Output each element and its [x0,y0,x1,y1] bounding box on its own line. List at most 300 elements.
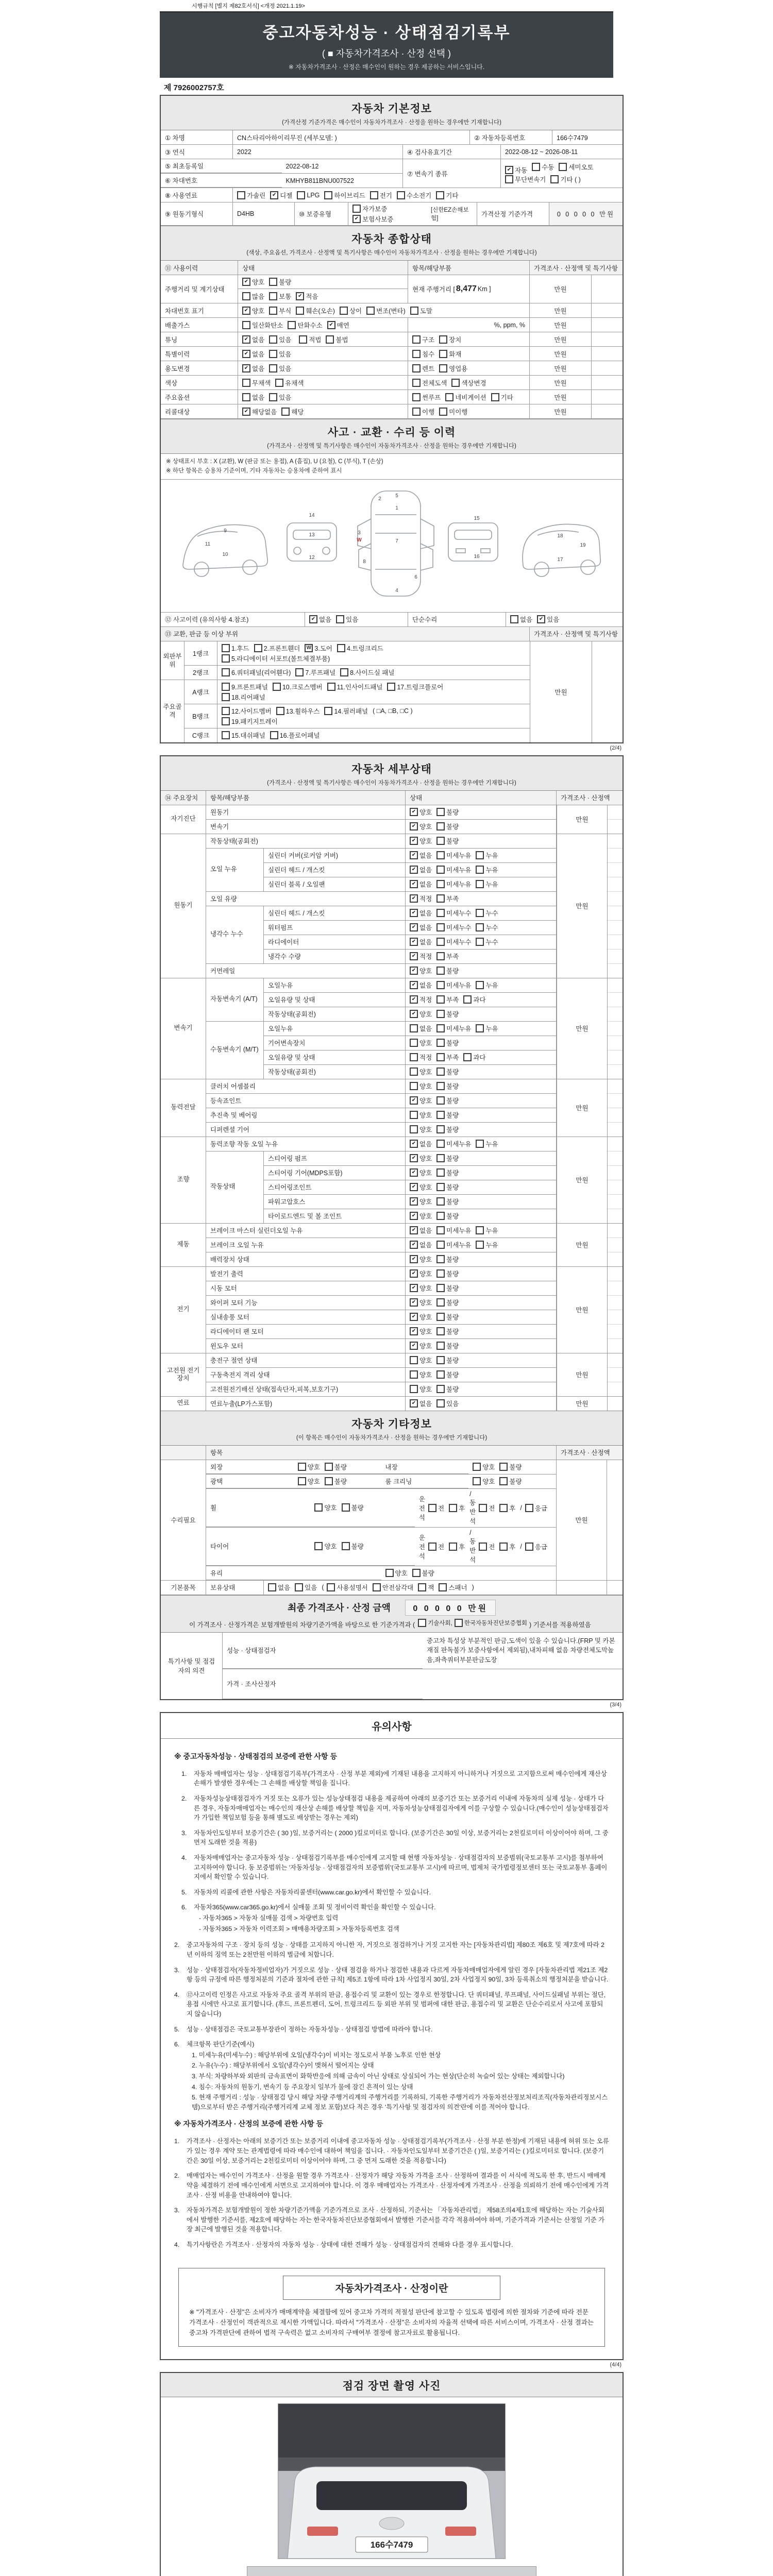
checkbox-label: 17.트렁크플로어 [397,683,444,691]
checkbox-icon [412,364,421,372]
checkbox[interactable] [222,731,265,740]
checkbox[interactable] [436,1269,459,1278]
checkbox[interactable] [473,1477,495,1486]
checkbox[interactable] [412,1568,434,1578]
checkbox-label: 부식 [279,307,292,315]
checkbox[interactable] [387,682,443,691]
checkbox[interactable] [299,335,321,344]
checkbox[interactable] [436,1038,459,1047]
checkbox[interactable] [410,1283,432,1293]
checkbox[interactable] [436,1110,459,1120]
checkbox[interactable] [410,952,432,961]
checkbox[interactable] [412,335,434,344]
table-row [161,130,623,145]
checkbox[interactable] [410,1341,432,1350]
checkbox-label: 불량 [446,1343,459,1350]
checkbox[interactable] [436,1168,459,1177]
table-row [161,332,623,347]
checkbox[interactable] [352,214,393,224]
checkbox-icon [336,615,344,623]
checkbox[interactable] [270,731,320,740]
section-basic-overall-accident [160,95,624,743]
checkbox[interactable] [436,995,459,1004]
checkbox[interactable] [476,1024,498,1033]
checkbox[interactable] [499,1477,522,1486]
note-cell [608,1310,623,1325]
checkbox[interactable] [269,277,291,286]
note-cell [608,1353,623,1368]
checkbox[interactable] [410,306,432,315]
checkbox[interactable] [410,1038,432,1047]
checkbox[interactable] [436,1139,471,1148]
checkbox-label: 1.후드 [231,645,249,652]
checkbox[interactable] [410,1269,432,1278]
checkbox[interactable] [476,1139,498,1148]
checkbox[interactable] [242,277,264,286]
checkbox[interactable] [222,706,272,716]
checkbox[interactable] [473,1462,495,1471]
checkbox[interactable] [288,320,322,330]
checkbox[interactable] [410,1312,432,1321]
checkbox-icon [410,1125,418,1133]
checkbox[interactable] [366,306,406,315]
checkbox[interactable] [242,407,277,416]
checkbox[interactable] [297,191,320,199]
checkbox[interactable] [476,1240,498,1249]
checkbox-label: 없음 [520,616,533,624]
checkbox[interactable] [373,1583,413,1592]
note-cell [608,1079,623,1094]
checkbox[interactable] [410,822,432,831]
price-appraisal-title: 자동차가격조사 · 산정이란 [283,2276,500,2300]
checkbox[interactable] [410,1154,432,1163]
checkbox[interactable] [436,1327,459,1336]
checkbox-label: 상이 [349,307,362,315]
checkbox[interactable] [410,865,432,874]
checkbox[interactable] [436,1312,459,1321]
checkbox-icon [436,1241,445,1249]
checkbox[interactable] [410,1255,432,1264]
checkbox[interactable] [436,1197,459,1206]
note-cell [608,1137,623,1151]
checkbox[interactable] [410,995,432,1004]
checkbox[interactable] [476,923,498,932]
checkbox[interactable] [276,706,320,716]
checkbox[interactable] [298,1477,320,1486]
rank-groups [161,641,530,742]
note-cell [592,318,623,332]
checkbox[interactable] [298,1462,320,1471]
checkbox[interactable] [410,836,432,845]
checkbox-label: 보통 [279,293,292,300]
note-cell [608,1036,623,1050]
form-rule-line: 시행규칙 [별지 제82호서식] <개정 2021.1.19> [192,3,305,9]
checkbox[interactable] [436,1182,459,1192]
checkbox[interactable] [295,1583,317,1592]
checkbox[interactable] [314,1503,337,1512]
checkbox-label: 불량 [446,1112,459,1120]
checkbox[interactable] [370,191,392,200]
checkbox[interactable] [476,865,498,874]
checkbox[interactable] [242,364,264,373]
note-cell [608,935,623,950]
rank-row [184,728,530,742]
checkbox-label: 잭 [428,1584,434,1592]
checkbox[interactable] [296,292,318,301]
note-cell [608,1382,623,1396]
checkbox[interactable] [237,191,265,200]
checkbox-label: 미세누수 [446,924,472,932]
checkbox[interactable] [410,937,432,946]
checkbox[interactable] [295,668,335,677]
checkbox[interactable] [242,320,283,330]
checkbox-label: 후 [459,1543,465,1551]
checkbox-label: 불량 [446,1314,459,1321]
checkbox[interactable] [525,1542,547,1551]
checkbox-label: 없음 [252,336,265,344]
checkbox[interactable] [242,378,271,387]
checkbox-icon [299,335,307,344]
checkbox[interactable] [222,643,249,653]
checkbox[interactable] [410,1240,432,1249]
checkbox[interactable] [410,879,432,889]
checkbox[interactable] [410,1399,432,1408]
etc-col-item: 항목 [206,1446,557,1460]
checkbox[interactable] [479,1542,495,1551]
repair-label: 수리필요 [161,1460,206,1580]
checkbox[interactable] [269,349,291,359]
checkbox[interactable] [436,1081,459,1091]
checkbox[interactable] [436,1226,471,1235]
checkbox[interactable] [410,851,432,860]
checkbox[interactable] [436,1125,459,1134]
checkbox[interactable] [436,1283,459,1293]
checkbox[interactable] [325,1462,347,1471]
notice-title: 유의사항 [161,1713,623,1739]
checkbox[interactable] [385,1568,408,1578]
checkbox[interactable] [532,162,554,172]
checkbox[interactable] [326,335,348,344]
checkbox[interactable] [410,1053,432,1062]
checkbox[interactable] [449,1503,465,1513]
checkbox[interactable] [436,865,471,874]
mileage-label: 주행거리 및 계기상태 [161,275,238,303]
checkbox[interactable] [268,1583,290,1592]
checkbox[interactable] [505,165,527,175]
checkbox[interactable] [428,1542,444,1551]
checkbox[interactable] [436,1384,459,1394]
checkbox[interactable] [412,393,441,402]
checked-checkbox-icon: ✔ [410,894,418,903]
note-cell [608,1238,623,1252]
checkbox[interactable] [342,1541,364,1551]
checkbox-icon [276,707,284,715]
checkbox[interactable] [222,654,330,663]
checkbox[interactable] [336,615,358,624]
checkbox[interactable] [410,1197,432,1206]
checkbox[interactable] [412,364,434,373]
checked-checkbox-icon: ✔ [410,1197,418,1206]
checkbox[interactable] [410,1168,432,1177]
checkbox[interactable] [309,615,331,624]
checkbox-label: 양호 [419,1069,432,1076]
checkbox[interactable] [410,1226,432,1235]
checkbox[interactable] [222,668,291,677]
checkbox[interactable] [270,191,292,200]
checkbox[interactable] [327,1583,367,1592]
checkbox-icon [370,191,378,199]
checkbox[interactable] [242,393,264,402]
checkbox[interactable] [337,643,383,653]
checkbox[interactable] [418,1619,452,1627]
checkbox[interactable] [410,1125,432,1134]
checkbox[interactable] [269,335,291,344]
document-header-note: ※ 자동차가격조사 · 산정은 매수인이 원하는 경우 제공하는 서비스입니다. [288,63,485,71]
note-cell [608,1007,623,1022]
checkbox[interactable] [269,364,291,373]
checkbox[interactable] [436,191,458,200]
checkbox[interactable] [479,1503,495,1513]
checkbox[interactable] [397,191,431,200]
svg-text:1: 1 [395,505,398,511]
checkbox[interactable] [436,1009,459,1019]
checkbox[interactable] [324,191,365,200]
checkbox-label: 불량 [446,1213,459,1221]
checked-checkbox-icon: ✔ [270,191,278,199]
checkbox[interactable] [505,175,546,184]
checkbox[interactable] [476,937,498,946]
checkbox[interactable] [273,682,323,691]
checkbox[interactable] [269,292,291,301]
opinion-rows [223,1633,623,1699]
checkbox[interactable] [410,1110,432,1120]
checkbox[interactable] [410,1067,432,1076]
checkbox[interactable] [324,706,368,716]
checkbox[interactable] [305,643,332,653]
svg-text:7: 7 [395,538,398,544]
checkbox-label: 양호 [419,1328,432,1336]
checkbox[interactable] [410,1355,432,1365]
checkbox[interactable] [410,923,432,932]
checkbox[interactable] [410,894,432,903]
checkbox[interactable] [436,1255,459,1264]
checkbox[interactable] [436,1154,459,1163]
checkbox[interactable] [499,1503,515,1513]
checkbox[interactable] [476,980,498,990]
checkbox[interactable] [242,335,264,344]
checkbox[interactable] [463,995,485,1004]
checkbox[interactable] [439,407,467,416]
checkbox[interactable] [418,1583,434,1592]
checkbox[interactable] [525,1503,547,1513]
checkbox[interactable] [254,643,300,653]
checkbox[interactable] [436,822,459,831]
inline-text: 운전석 [418,1495,425,1521]
warranty-label: ⑩ 보증유형 [295,202,348,225]
checkbox-label: 불량 [446,823,459,831]
detail-row: 동력조향 작동 오일 누유 ✔ 없음 미세누유 누유 [206,1137,557,1151]
checkbox[interactable] [476,908,498,918]
checkbox[interactable] [439,364,467,373]
checkbox[interactable] [451,378,486,387]
checkbox[interactable] [436,937,471,946]
checkbox-label: 많음 [252,293,265,300]
checkbox[interactable] [436,952,459,961]
svg-text:6: 6 [414,574,417,580]
checkbox[interactable] [325,1477,347,1486]
checkbox[interactable] [410,1182,432,1192]
checkbox[interactable] [436,923,471,932]
checkbox[interactable] [410,1384,432,1394]
checkbox[interactable] [455,1619,527,1627]
checkbox[interactable] [222,692,265,702]
checkbox[interactable] [436,1096,459,1105]
checkbox[interactable] [296,306,335,315]
checkbox-icon [436,1039,445,1047]
checkbox-label: 전 [438,1543,445,1551]
checkbox[interactable] [436,966,459,975]
checkbox-icon [436,1342,445,1350]
checkbox[interactable] [439,335,461,344]
checkbox[interactable] [436,1355,459,1365]
warranty-insurer: [신한EZ손해보험] [431,207,469,222]
checkbox[interactable] [445,393,486,402]
checkbox[interactable] [550,175,580,184]
note-cell [608,1325,623,1339]
checkbox[interactable] [499,1462,522,1471]
checkbox[interactable] [410,1081,432,1091]
checkbox[interactable] [510,615,532,624]
checkbox-icon [387,683,395,691]
checkbox[interactable] [436,851,471,860]
checkbox[interactable] [428,1503,444,1513]
checkbox[interactable] [476,879,498,889]
checked-checkbox-icon: ✔ [410,1269,418,1278]
checkbox[interactable] [436,1067,459,1076]
photos-title: 점검 장면 촬영 사진 [342,2380,441,2392]
checkbox[interactable] [410,1327,432,1336]
detail-row: 발전기 출력 ✔ 양호 불량 [206,1267,557,1281]
checkbox[interactable] [410,980,432,990]
checkbox[interactable] [436,1370,459,1379]
checkbox[interactable] [410,1139,432,1148]
checkbox-label: 불량 [446,1184,459,1192]
checkbox[interactable] [412,407,434,416]
price-cell: 만원 [557,1353,608,1396]
checkbox[interactable] [340,668,394,677]
checkbox[interactable] [436,1341,459,1350]
checkbox-label: 양호 [419,1155,432,1163]
checkbox[interactable] [410,807,432,817]
checkbox[interactable] [352,204,387,213]
checkbox[interactable] [436,836,459,845]
checkbox[interactable] [410,966,432,975]
checkbox-icon [314,1503,323,1512]
checkbox[interactable] [314,1541,337,1551]
checkbox[interactable] [410,1211,432,1221]
checkbox-label: 네비게이션 [455,394,486,401]
price-cell: 만원 [557,834,608,978]
checkbox[interactable] [410,908,432,918]
checkbox[interactable] [436,1240,471,1249]
checkbox[interactable] [269,306,291,315]
checkbox[interactable] [412,349,434,359]
checked-checkbox-icon: ✔ [410,923,418,931]
table-row [161,347,623,361]
detail-row: 구동축전지 격리 상태 양호 불량 [206,1368,557,1382]
checkbox[interactable] [327,682,383,691]
checkbox[interactable] [410,1024,432,1033]
checkbox[interactable] [439,349,461,359]
checkbox[interactable] [410,1370,432,1379]
checkbox-icon [436,1197,445,1206]
checkbox[interactable] [436,1298,459,1307]
checkbox[interactable] [412,378,447,387]
checkbox[interactable] [499,1542,515,1551]
checkbox[interactable] [436,1024,471,1033]
checkbox[interactable] [410,1298,432,1307]
checkbox[interactable] [342,1503,364,1512]
checkbox[interactable] [340,306,362,315]
checkbox[interactable] [222,717,278,726]
checkbox-icon [479,1543,487,1551]
checkbox[interactable] [436,879,471,889]
svg-text:13: 13 [309,532,315,538]
checkbox[interactable] [439,1583,467,1592]
checkbox[interactable] [275,378,304,387]
checkbox[interactable] [281,407,304,416]
checkbox[interactable] [463,1053,485,1062]
checkbox[interactable] [327,320,349,330]
checkbox[interactable] [436,1211,459,1221]
checkbox[interactable] [559,162,593,172]
checkbox[interactable] [449,1542,465,1551]
checkbox[interactable] [436,980,471,990]
checkbox-icon [505,175,513,183]
checkbox-icon [327,1583,335,1591]
detail-row: 실린더 헤드 / 개스킷 ✔ 없음 미세누유 누유 [264,863,557,877]
checkbox[interactable] [242,306,264,315]
checkbox[interactable] [410,1096,432,1105]
checkbox[interactable] [436,894,459,903]
checkbox[interactable] [476,1226,498,1235]
etc-header-row [161,1446,623,1460]
checkbox[interactable] [436,1053,459,1062]
device-label: 동력전달 [161,1079,206,1137]
checkbox[interactable] [242,292,264,301]
checkbox-label: 양호 [307,1463,320,1471]
checkbox[interactable] [436,807,459,817]
checked-checkbox-icon: ✔ [242,278,250,286]
detail-row: 실린더 헤드 / 개스킷 ✔ 없음 미세누수 누수 [264,906,557,921]
checkbox[interactable] [269,393,291,402]
checkbox[interactable] [476,851,498,860]
checkbox-label: 있음 [446,1400,459,1408]
checkbox[interactable] [242,349,264,359]
checkbox[interactable] [436,908,471,918]
checkbox-icon [352,205,361,213]
checkbox-label: 4.트렁크리드 [346,645,383,652]
checkbox[interactable] [491,393,513,402]
checkbox[interactable] [436,1399,459,1408]
checkbox-icon [222,717,230,725]
checkbox-label: 누수 [485,939,498,946]
checkbox[interactable] [537,615,559,624]
price-cell: 만원 [530,303,592,317]
accident-history-row [161,613,623,627]
checkbox[interactable] [222,682,268,691]
checkbox[interactable] [410,1009,432,1019]
